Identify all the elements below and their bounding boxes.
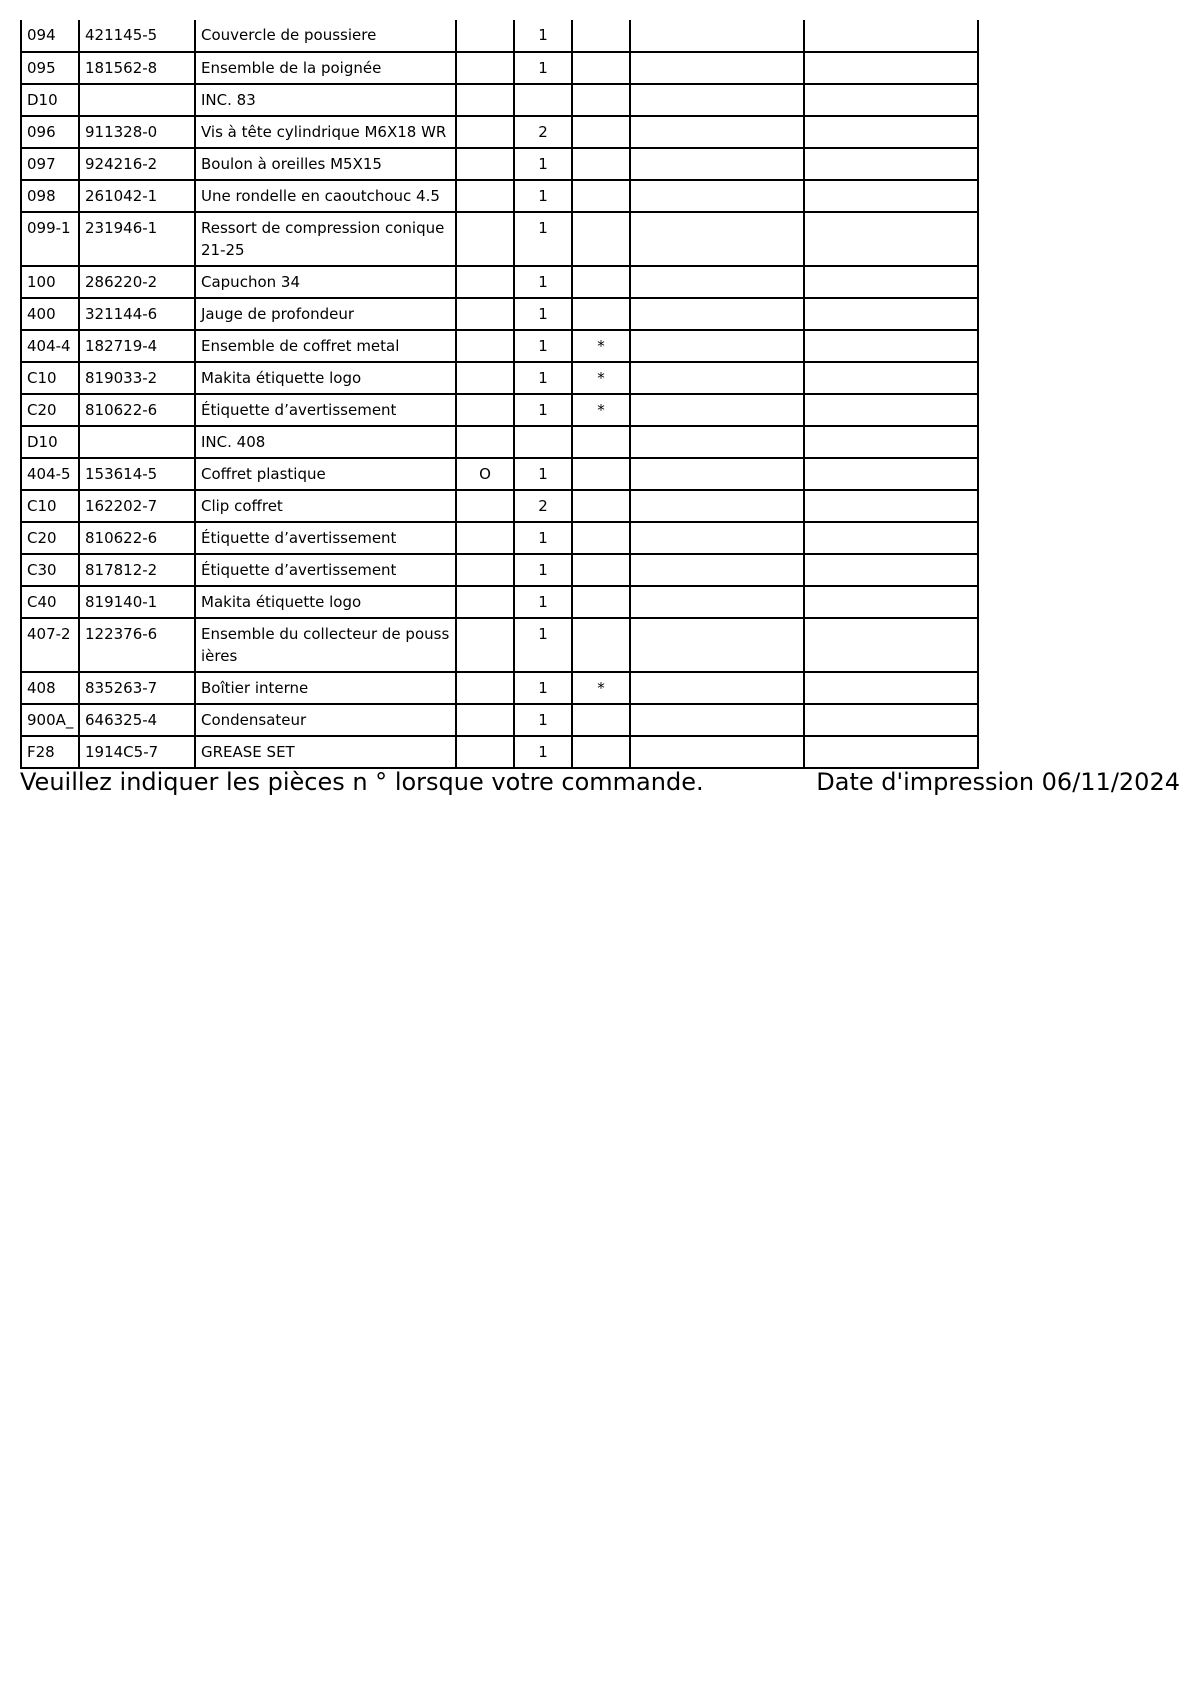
ref-cell: 096 xyxy=(21,116,79,148)
quantity-cell: 1 xyxy=(514,148,572,180)
ref-cell: 404-4 xyxy=(21,330,79,362)
option-cell xyxy=(456,298,514,330)
blank-cell xyxy=(804,20,978,52)
option-cell xyxy=(456,212,514,266)
mark-cell xyxy=(572,618,630,672)
print-date: Date d'impression 06/11/2024 xyxy=(816,768,1180,796)
option-cell xyxy=(456,362,514,394)
option-cell xyxy=(456,266,514,298)
table-row xyxy=(21,116,978,148)
blank-cell xyxy=(630,330,804,362)
blank-cell xyxy=(630,522,804,554)
mark-cell xyxy=(572,298,630,330)
table-row xyxy=(21,180,978,212)
ref-cell: 098 xyxy=(21,180,79,212)
part-number-cell: 261042-1 xyxy=(79,180,195,212)
blank-cell xyxy=(804,362,978,394)
part-number-cell: 122376-6 xyxy=(79,618,195,672)
description-cell: Étiquette d’avertissement xyxy=(195,394,456,426)
part-number-cell: 810622-6 xyxy=(79,522,195,554)
part-number-cell: 835263-7 xyxy=(79,672,195,704)
option-cell xyxy=(456,426,514,458)
description-cell: Jauge de profondeur xyxy=(195,298,456,330)
part-number-cell: 182719-4 xyxy=(79,330,195,362)
description-cell: Vis à tête cylindrique M6X18 WR xyxy=(195,116,456,148)
quantity-cell: 1 xyxy=(514,180,572,212)
table-row xyxy=(21,736,978,768)
mark-cell: * xyxy=(572,672,630,704)
quantity-cell: 1 xyxy=(514,362,572,394)
ref-cell: C20 xyxy=(21,522,79,554)
part-number-cell: 817812-2 xyxy=(79,554,195,586)
blank-cell xyxy=(804,148,978,180)
quantity-cell: 1 xyxy=(514,618,572,672)
quantity-cell: 1 xyxy=(514,298,572,330)
mark-cell xyxy=(572,554,630,586)
blank-cell xyxy=(630,426,804,458)
blank-cell xyxy=(804,490,978,522)
mark-cell: * xyxy=(572,394,630,426)
table-row xyxy=(21,426,978,458)
option-cell xyxy=(456,672,514,704)
description-cell: Une rondelle en caoutchouc 4.5 xyxy=(195,180,456,212)
mark-cell: * xyxy=(572,362,630,394)
quantity-cell xyxy=(514,426,572,458)
ref-cell: C10 xyxy=(21,362,79,394)
option-cell: O xyxy=(456,458,514,490)
option-cell xyxy=(456,554,514,586)
description-cell: Ressort de compression conique 21-25 xyxy=(195,212,456,266)
blank-cell xyxy=(804,458,978,490)
blank-cell xyxy=(630,116,804,148)
description-cell: Étiquette d’avertissement xyxy=(195,554,456,586)
mark-cell xyxy=(572,736,630,768)
option-cell xyxy=(456,522,514,554)
blank-cell xyxy=(630,394,804,426)
part-number-cell: 421145-5 xyxy=(79,20,195,52)
table-row xyxy=(21,618,978,672)
blank-cell xyxy=(804,586,978,618)
table-row xyxy=(21,704,978,736)
table-row xyxy=(21,298,978,330)
table-row xyxy=(21,522,978,554)
description-cell: Ensemble de coffret metal xyxy=(195,330,456,362)
description-cell: Makita étiquette logo xyxy=(195,362,456,394)
ref-cell: 400 xyxy=(21,298,79,330)
parts-table-body xyxy=(21,20,978,768)
part-number-cell: 810622-6 xyxy=(79,394,195,426)
blank-cell xyxy=(630,490,804,522)
description-cell: Makita étiquette logo xyxy=(195,586,456,618)
option-cell xyxy=(456,394,514,426)
ref-cell: 097 xyxy=(21,148,79,180)
mark-cell xyxy=(572,20,630,52)
table-row xyxy=(21,458,978,490)
table-row xyxy=(21,52,978,84)
part-number-cell: 231946-1 xyxy=(79,212,195,266)
description-cell: Clip coffret xyxy=(195,490,456,522)
blank-cell xyxy=(804,180,978,212)
part-number-cell xyxy=(79,84,195,116)
part-number-cell: 646325-4 xyxy=(79,704,195,736)
option-cell xyxy=(456,148,514,180)
ref-cell: 407-2 xyxy=(21,618,79,672)
option-cell xyxy=(456,330,514,362)
option-cell xyxy=(456,52,514,84)
blank-cell xyxy=(630,672,804,704)
option-cell xyxy=(456,180,514,212)
table-row xyxy=(21,212,978,266)
description-cell: INC. 83 xyxy=(195,84,456,116)
blank-cell xyxy=(804,672,978,704)
option-cell xyxy=(456,704,514,736)
quantity-cell: 1 xyxy=(514,586,572,618)
description-cell: INC. 408 xyxy=(195,426,456,458)
blank-cell xyxy=(630,148,804,180)
part-number-cell: 162202-7 xyxy=(79,490,195,522)
quantity-cell: 1 xyxy=(514,554,572,586)
table-row xyxy=(21,266,978,298)
mark-cell xyxy=(572,212,630,266)
ref-cell: 100 xyxy=(21,266,79,298)
blank-cell xyxy=(804,266,978,298)
blank-cell xyxy=(804,116,978,148)
quantity-cell: 1 xyxy=(514,52,572,84)
part-number-cell: 911328-0 xyxy=(79,116,195,148)
quantity-cell: 1 xyxy=(514,522,572,554)
quantity-cell: 1 xyxy=(514,736,572,768)
part-number-cell: 1914C5-7 xyxy=(79,736,195,768)
table-row xyxy=(21,20,978,52)
blank-cell xyxy=(804,330,978,362)
mark-cell xyxy=(572,180,630,212)
blank-cell xyxy=(630,586,804,618)
ref-cell: C40 xyxy=(21,586,79,618)
blank-cell xyxy=(630,458,804,490)
description-cell: Coffret plastique xyxy=(195,458,456,490)
mark-cell xyxy=(572,490,630,522)
table-row xyxy=(21,394,978,426)
blank-cell xyxy=(630,704,804,736)
parts-table xyxy=(20,20,979,769)
order-note: Veuillez indiquer les pièces n ° lorsque votre commande. xyxy=(20,768,704,796)
table-row xyxy=(21,330,978,362)
description-cell: GREASE SET xyxy=(195,736,456,768)
quantity-cell: 1 xyxy=(514,672,572,704)
blank-cell xyxy=(630,212,804,266)
mark-cell xyxy=(572,522,630,554)
mark-cell xyxy=(572,266,630,298)
blank-cell xyxy=(804,554,978,586)
blank-cell xyxy=(630,84,804,116)
table-row xyxy=(21,586,978,618)
ref-cell: 900A_ xyxy=(21,704,79,736)
mark-cell xyxy=(572,458,630,490)
part-number-cell: 286220-2 xyxy=(79,266,195,298)
option-cell xyxy=(456,20,514,52)
table-row xyxy=(21,84,978,116)
blank-cell xyxy=(630,554,804,586)
ref-cell: 099-1 xyxy=(21,212,79,266)
blank-cell xyxy=(630,180,804,212)
description-cell: Couvercle de poussiere xyxy=(195,20,456,52)
description-cell: Capuchon 34 xyxy=(195,266,456,298)
blank-cell xyxy=(630,618,804,672)
table-row xyxy=(21,554,978,586)
blank-cell xyxy=(804,394,978,426)
blank-cell xyxy=(630,362,804,394)
option-cell xyxy=(456,618,514,672)
description-cell: Ensemble du collecteur de pouss ières xyxy=(195,618,456,672)
option-cell xyxy=(456,116,514,148)
table-row xyxy=(21,362,978,394)
blank-cell xyxy=(804,704,978,736)
ref-cell: D10 xyxy=(21,84,79,116)
table-row xyxy=(21,148,978,180)
ref-cell: 404-5 xyxy=(21,458,79,490)
blank-cell xyxy=(804,212,978,266)
quantity-cell: 1 xyxy=(514,330,572,362)
quantity-cell: 2 xyxy=(514,116,572,148)
description-cell: Boîtier interne xyxy=(195,672,456,704)
ref-cell: 094 xyxy=(21,20,79,52)
description-cell: Ensemble de la poignée xyxy=(195,52,456,84)
ref-cell: C20 xyxy=(21,394,79,426)
blank-cell xyxy=(630,736,804,768)
ref-cell: C10 xyxy=(21,490,79,522)
blank-cell xyxy=(630,298,804,330)
quantity-cell: 1 xyxy=(514,394,572,426)
blank-cell xyxy=(804,298,978,330)
ref-cell: D10 xyxy=(21,426,79,458)
blank-cell xyxy=(804,84,978,116)
ref-cell: 095 xyxy=(21,52,79,84)
description-cell: Étiquette d’avertissement xyxy=(195,522,456,554)
quantity-cell: 1 xyxy=(514,266,572,298)
table-row xyxy=(21,490,978,522)
part-number-cell: 181562-8 xyxy=(79,52,195,84)
ref-cell: 408 xyxy=(21,672,79,704)
option-cell xyxy=(456,586,514,618)
option-cell xyxy=(456,490,514,522)
quantity-cell: 1 xyxy=(514,704,572,736)
quantity-cell: 1 xyxy=(514,458,572,490)
ref-cell: C30 xyxy=(21,554,79,586)
part-number-cell: 321144-6 xyxy=(79,298,195,330)
mark-cell xyxy=(572,586,630,618)
part-number-cell xyxy=(79,426,195,458)
description-cell: Boulon à oreilles M5X15 xyxy=(195,148,456,180)
quantity-cell xyxy=(514,84,572,116)
blank-cell xyxy=(804,426,978,458)
ref-cell: F28 xyxy=(21,736,79,768)
part-number-cell: 819140-1 xyxy=(79,586,195,618)
blank-cell xyxy=(630,52,804,84)
blank-cell xyxy=(804,522,978,554)
quantity-cell: 1 xyxy=(514,212,572,266)
blank-cell xyxy=(804,618,978,672)
option-cell xyxy=(456,84,514,116)
mark-cell xyxy=(572,116,630,148)
mark-cell xyxy=(572,148,630,180)
part-number-cell: 819033-2 xyxy=(79,362,195,394)
blank-cell xyxy=(630,266,804,298)
mark-cell xyxy=(572,84,630,116)
mark-cell xyxy=(572,426,630,458)
quantity-cell: 2 xyxy=(514,490,572,522)
quantity-cell: 1 xyxy=(514,20,572,52)
option-cell xyxy=(456,736,514,768)
part-number-cell: 153614-5 xyxy=(79,458,195,490)
table-row xyxy=(21,672,978,704)
part-number-cell: 924216-2 xyxy=(79,148,195,180)
mark-cell xyxy=(572,704,630,736)
blank-cell xyxy=(804,736,978,768)
description-cell: Condensateur xyxy=(195,704,456,736)
mark-cell xyxy=(572,52,630,84)
blank-cell xyxy=(804,52,978,84)
blank-cell xyxy=(630,20,804,52)
mark-cell: * xyxy=(572,330,630,362)
